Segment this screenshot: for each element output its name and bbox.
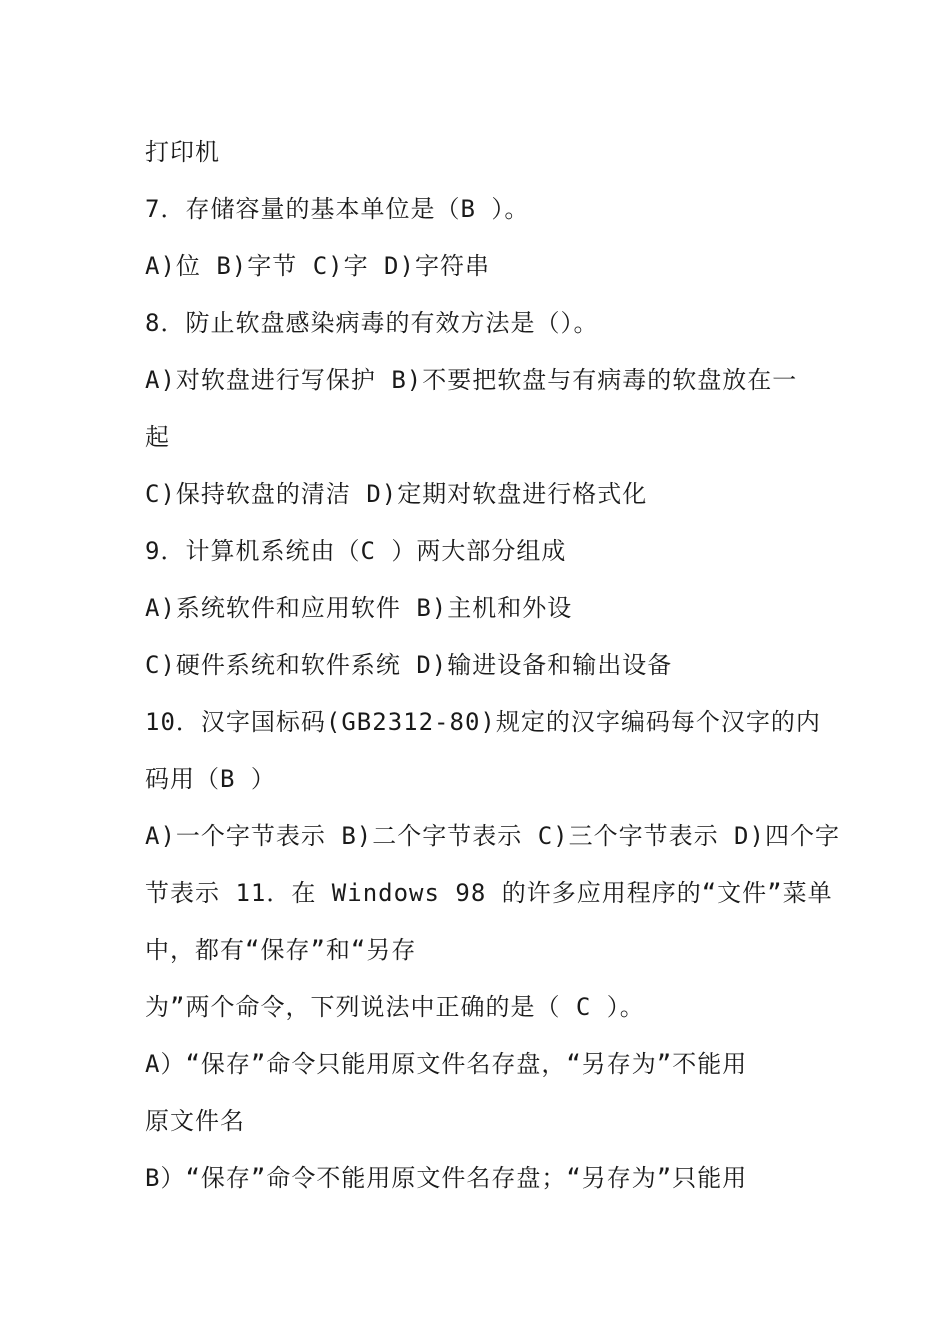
text-line: 原文件名 xyxy=(145,1107,245,1135)
text-line: 中，都有“保存”和“另存 xyxy=(145,936,417,964)
question-10: 10．汉字国标码(GB2312-80)规定的汉字编码每个汉字的内 xyxy=(145,708,821,736)
question-8: 8．防止软盘感染病毒的有效方法是（）。 xyxy=(145,309,599,337)
text-line: 起 xyxy=(145,423,170,451)
question-10-options: A)一个字节表示 B)二个字节表示 C)三个字节表示 D)四个字 xyxy=(145,822,840,850)
question-7-options: A)位 B)字节 C)字 D)字符串 xyxy=(145,252,490,280)
question-7: 7．存储容量的基本单位是（B ）。 xyxy=(145,195,530,223)
text-line: 码用（B ） xyxy=(145,765,276,793)
question-8-options-c-d: C)保持软盘的清洁 D)定期对软盘进行格式化 xyxy=(145,480,648,508)
question-11-option-a: A）“保存”命令只能用原文件名存盘，“另存为”不能用 xyxy=(145,1050,748,1078)
question-11: 节表示 11．在 Windows 98 的许多应用程序的“文件”菜单 xyxy=(145,879,833,907)
question-11-option-b: B）“保存”命令不能用原文件名存盘；“另存为”只能用 xyxy=(145,1164,748,1192)
text-line: 为”两个命令，下列说法中正确的是（ C ）。 xyxy=(145,993,645,1021)
text-line: 打印机 xyxy=(145,138,220,166)
question-8-options-a-b: A)对软盘进行写保护 B)不要把软盘与有病毒的软盘放在一 xyxy=(145,366,798,394)
question-9: 9．计算机系统由（C ）两大部分组成 xyxy=(145,537,567,565)
question-9-options-a-b: A)系统软件和应用软件 B)主机和外设 xyxy=(145,594,573,622)
question-9-options-c-d: C)硬件系统和软件系统 D)输进设备和输出设备 xyxy=(145,651,673,679)
